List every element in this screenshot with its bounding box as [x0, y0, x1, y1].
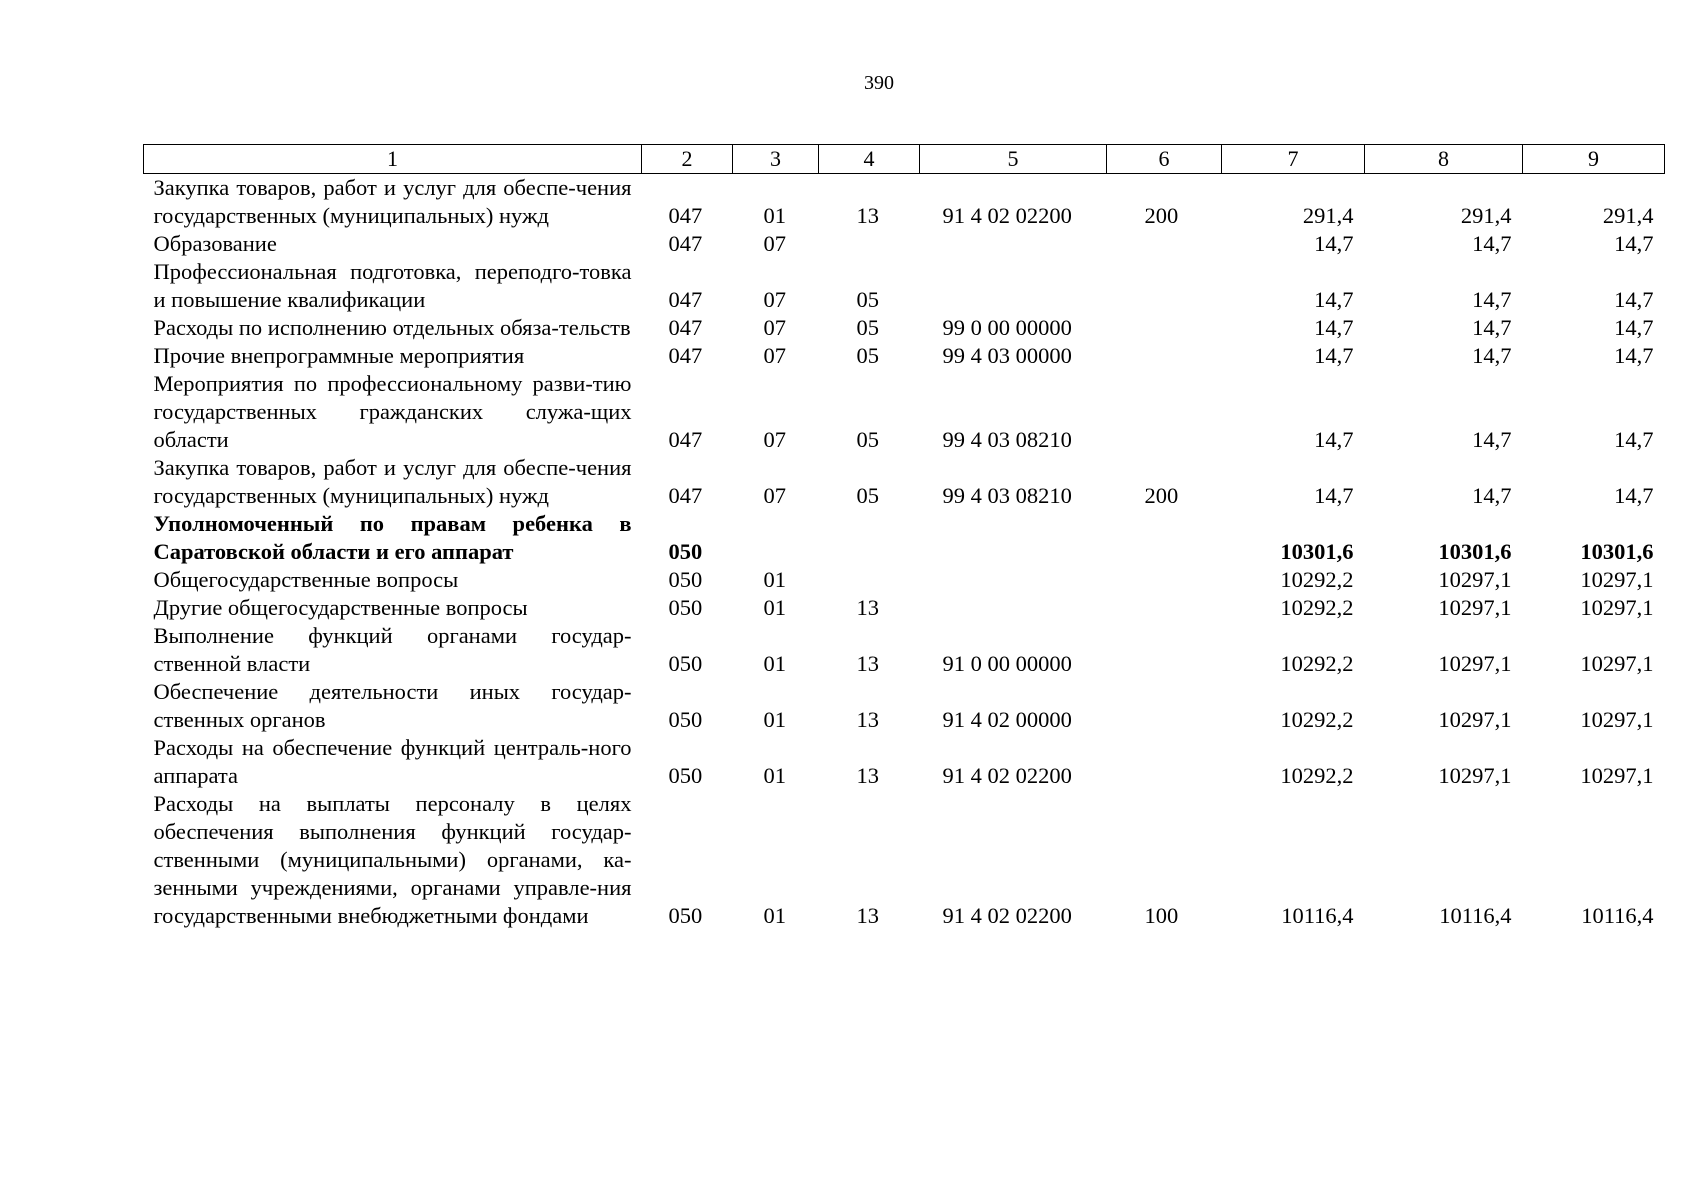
row-name: Расходы по исполнению отдельных обяза-тельств — [153, 315, 631, 340]
cell-amount-col9: 10297,1 — [1580, 567, 1654, 592]
table-row — [144, 314, 1665, 342]
table-row — [144, 230, 1665, 258]
cell-amount-col9: 14,7 — [1614, 343, 1654, 368]
cell-subsection: 13 — [856, 903, 879, 928]
cell-subsection: 05 — [856, 343, 879, 368]
row-name: Прочие внепрограммные мероприятия — [153, 343, 525, 368]
table-row — [144, 594, 1665, 622]
cell-section: 07 — [763, 287, 786, 312]
cell-section: 07 — [763, 483, 786, 508]
cell-subsection: 13 — [856, 651, 879, 676]
cell-amount-col8: 14,7 — [1472, 315, 1512, 340]
cell-section: 01 — [763, 203, 786, 228]
cell-expense-type: 200 — [1144, 483, 1179, 508]
table-body — [144, 174, 1665, 931]
row-name: Выполнение функций органами государ-ственной власти — [153, 623, 632, 676]
cell-amount-col7: 10292,2 — [1280, 595, 1354, 620]
cell-amount-col7: 14,7 — [1314, 483, 1354, 508]
cell-subsection: 05 — [856, 427, 879, 452]
cell-section: 01 — [763, 567, 786, 592]
cell-subsection — [819, 566, 920, 594]
cell-ministry: 047 — [668, 287, 703, 312]
cell-subsection: 13 — [856, 595, 879, 620]
table-row — [144, 174, 1665, 231]
cell-expense-type — [1107, 370, 1222, 454]
cell-amount-col7: 10292,2 — [1280, 763, 1354, 788]
cell-section: 01 — [763, 707, 786, 732]
table-row — [144, 734, 1665, 790]
cell-ministry: 047 — [668, 483, 703, 508]
table-row — [144, 258, 1665, 314]
cell-target-article: 91 4 02 02200 — [942, 903, 1072, 928]
cell-amount-col9: 14,7 — [1614, 287, 1654, 312]
cell-subsection: 13 — [856, 763, 879, 788]
row-name: Уполномоченный по правам ребенка в Саратовской области и его аппарат — [153, 511, 632, 564]
table-row — [144, 370, 1665, 454]
column-header-9: 9 — [1523, 145, 1665, 174]
cell-amount-col7: 10301,6 — [1280, 539, 1354, 564]
cell-target-article — [920, 258, 1107, 314]
cell-target-article — [920, 566, 1107, 594]
cell-amount-col9: 10301,6 — [1580, 539, 1654, 564]
table-header — [144, 145, 1665, 174]
cell-subsection: 05 — [856, 315, 879, 340]
cell-expense-type — [1107, 258, 1222, 314]
cell-amount-col8: 10301,6 — [1438, 539, 1512, 564]
cell-amount-col8: 14,7 — [1472, 231, 1512, 256]
cell-target-article: 99 4 03 08210 — [942, 483, 1072, 508]
cell-ministry: 047 — [668, 315, 703, 340]
cell-amount-col8: 10116,4 — [1439, 903, 1512, 928]
cell-amount-col8: 10297,1 — [1438, 595, 1512, 620]
cell-amount-col8: 291,4 — [1460, 203, 1512, 228]
column-header-8: 8 — [1365, 145, 1523, 174]
cell-amount-col9: 10297,1 — [1580, 707, 1654, 732]
cell-section: 01 — [763, 763, 786, 788]
cell-ministry: 050 — [668, 763, 703, 788]
cell-section: 07 — [763, 343, 786, 368]
cell-section — [733, 510, 819, 566]
cell-expense-type — [1107, 734, 1222, 790]
cell-amount-col8: 14,7 — [1472, 427, 1512, 452]
cell-ministry: 047 — [668, 343, 703, 368]
cell-amount-col9: 10297,1 — [1580, 595, 1654, 620]
cell-amount-col7: 10292,2 — [1280, 567, 1354, 592]
cell-ministry: 047 — [668, 427, 703, 452]
row-name: Общегосударственные вопросы — [153, 567, 459, 592]
cell-target-article: 99 4 03 00000 — [942, 343, 1072, 368]
cell-target-article — [920, 230, 1107, 258]
table-row — [144, 342, 1665, 370]
cell-subsection: 13 — [856, 707, 879, 732]
cell-amount-col8: 10297,1 — [1438, 763, 1512, 788]
cell-subsection: 13 — [856, 203, 879, 228]
cell-section: 07 — [763, 427, 786, 452]
cell-ministry: 050 — [668, 707, 703, 732]
row-name: Образование — [153, 231, 277, 256]
table-row — [144, 510, 1665, 566]
cell-expense-type — [1107, 622, 1222, 678]
table-row — [144, 790, 1665, 930]
cell-amount-col9: 14,7 — [1614, 315, 1654, 340]
row-name: Обеспечение деятельности иных государ-ственных органов — [153, 679, 632, 732]
cell-amount-col8: 14,7 — [1472, 287, 1512, 312]
cell-expense-type — [1107, 342, 1222, 370]
column-header-2: 2 — [642, 145, 733, 174]
budget-table — [143, 144, 1665, 930]
column-header-5: 5 — [920, 145, 1107, 174]
cell-amount-col9: 10297,1 — [1580, 651, 1654, 676]
cell-section: 01 — [763, 595, 786, 620]
cell-section: 07 — [763, 231, 786, 256]
cell-amount-col8: 10297,1 — [1438, 567, 1512, 592]
cell-subsection — [819, 230, 920, 258]
table-row — [144, 454, 1665, 510]
row-name: Закупка товаров, работ и услуг для обеспе-чения государственных (муниципальных) нужд — [153, 455, 632, 508]
table-row — [144, 622, 1665, 678]
column-header-4: 4 — [819, 145, 920, 174]
cell-target-article — [920, 594, 1107, 622]
cell-ministry: 050 — [668, 539, 703, 564]
cell-amount-col7: 291,4 — [1302, 203, 1354, 228]
cell-ministry: 047 — [668, 231, 703, 256]
column-header-1: 1 — [144, 145, 642, 174]
cell-section: 01 — [763, 903, 786, 928]
cell-ministry: 050 — [668, 903, 703, 928]
cell-amount-col7: 14,7 — [1314, 231, 1354, 256]
cell-ministry: 050 — [668, 567, 703, 592]
cell-amount-col9: 10116,4 — [1581, 903, 1654, 928]
cell-expense-type — [1107, 594, 1222, 622]
cell-amount-col7: 10292,2 — [1280, 651, 1354, 676]
cell-amount-col9: 14,7 — [1614, 231, 1654, 256]
cell-amount-col9: 10297,1 — [1580, 763, 1654, 788]
row-name: Закупка товаров, работ и услуг для обеспе-чения государственных (муниципальных) нужд — [153, 175, 632, 228]
cell-subsection — [819, 510, 920, 566]
header-row — [144, 145, 1665, 174]
cell-amount-col7: 14,7 — [1314, 287, 1354, 312]
cell-amount-col9: 291,4 — [1602, 203, 1654, 228]
cell-subsection: 05 — [856, 483, 879, 508]
cell-amount-col9: 14,7 — [1614, 427, 1654, 452]
cell-expense-type — [1107, 510, 1222, 566]
cell-amount-col8: 10297,1 — [1438, 707, 1512, 732]
table-row — [144, 678, 1665, 734]
cell-target-article: 99 0 00 00000 — [942, 315, 1072, 340]
cell-amount-col9: 14,7 — [1614, 483, 1654, 508]
cell-amount-col7: 14,7 — [1314, 343, 1354, 368]
cell-amount-col8: 10297,1 — [1438, 651, 1512, 676]
column-header-7: 7 — [1222, 145, 1365, 174]
row-name: Профессиональная подготовка, переподго-товка и повышение квалификации — [153, 259, 632, 312]
cell-amount-col8: 14,7 — [1472, 343, 1512, 368]
column-header-6: 6 — [1107, 145, 1222, 174]
cell-section: 07 — [763, 315, 786, 340]
row-name: Расходы на выплаты персоналу в целях обеспечения выполнения функций государ-ственными (муниципальными) органами, ка-зенными учреждениями, органами управле-ния государственными внебюджетными фондами — [153, 791, 632, 928]
cell-amount-col7: 10292,2 — [1280, 707, 1354, 732]
cell-target-article: 91 4 02 00000 — [942, 707, 1072, 732]
cell-ministry: 047 — [668, 203, 703, 228]
cell-target-article: 91 4 02 02200 — [942, 203, 1072, 228]
cell-amount-col7: 14,7 — [1314, 315, 1354, 340]
page-number: 390 — [864, 72, 894, 94]
cell-ministry: 050 — [668, 595, 703, 620]
cell-subsection: 05 — [856, 287, 879, 312]
cell-ministry: 050 — [668, 651, 703, 676]
cell-target-article: 99 4 03 08210 — [942, 427, 1072, 452]
column-header-3: 3 — [733, 145, 819, 174]
cell-expense-type — [1107, 678, 1222, 734]
table-row — [144, 566, 1665, 594]
cell-expense-type: 200 — [1144, 203, 1179, 228]
cell-expense-type: 100 — [1144, 903, 1179, 928]
cell-expense-type — [1107, 230, 1222, 258]
row-name: Другие общегосударственные вопросы — [153, 595, 528, 620]
cell-amount-col7: 10116,4 — [1281, 903, 1354, 928]
cell-target-article — [920, 510, 1107, 566]
cell-target-article: 91 0 00 00000 — [942, 651, 1072, 676]
cell-amount-col8: 14,7 — [1472, 483, 1512, 508]
cell-expense-type — [1107, 314, 1222, 342]
cell-target-article: 91 4 02 02200 — [942, 763, 1072, 788]
cell-section: 01 — [763, 651, 786, 676]
cell-expense-type — [1107, 566, 1222, 594]
row-name: Расходы на обеспечение функций централь-ного аппарата — [153, 735, 632, 788]
row-name: Мероприятия по профессиональному разви-тию государственных гражданских служа-щих области — [153, 371, 632, 452]
cell-amount-col7: 14,7 — [1314, 427, 1354, 452]
